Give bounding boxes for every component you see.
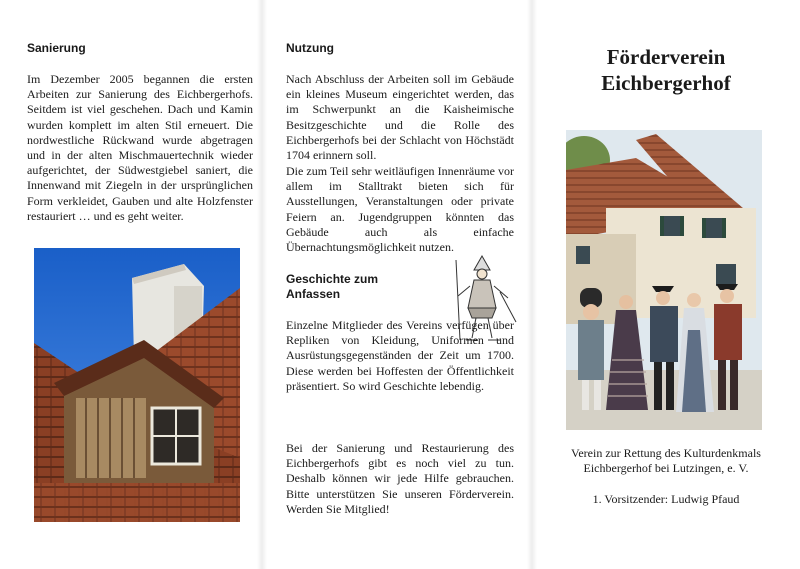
- heading-geschichte: [286, 272, 396, 302]
- right-panel: [532, 0, 800, 569]
- nutzung-text-1: Nach Abschluss der Arbeiten soll im Gebäude ein kleines Museum eingerichtet werden, das im Schwerpunkt an die Kaisheimische Besitzgeschichte und die Rolle des Eichbergerhofs bei der Schlacht von Höchstädt 1704 erinnern soll.: [286, 72, 514, 163]
- heading-sanierung: Sanierung: [27, 41, 86, 55]
- caption-line-1: Verein zur Rettung des Kulturdenkmals: [571, 446, 761, 460]
- caption-line-2: Eichbergerhof bei Lutzingen, e. V.: [583, 461, 749, 475]
- sanierung-text: Im Dezember 2005 begannen die ersten Arbeiten zur Sanierung des Eichbergerhofs. Seitdem ist viel geschehen. Dach und Kamin wurden komplett im alten Stil erneuert. Die nordwestliche Rückwand wurde abgetragen und in der alten Mischmauertechnik wieder aufgerichtet, der Südwestgiebel saniert, die Innenwand mit Ziegeln in der ursprünglichen Form verkleidet, Gauben und alte Holzfenster restauriert … und es geht weiter.: [27, 72, 253, 223]
- title-line-1: Förderverein: [606, 45, 726, 69]
- association-caption: [540, 446, 792, 476]
- eichbergerhof-photo: [566, 130, 762, 430]
- left-panel: [0, 0, 262, 569]
- appeal-text: Bei der Sanierung und Restaurierung des Eichbergerhofs gibt es noch viel zu tun. Deshalb können wir jede Hilfe gebrauchen. Bitte unterstützen Sie unseren Förderverein. Werden Sie Mitglied!: [286, 441, 514, 516]
- main-title: [532, 44, 800, 96]
- roof-photo: [34, 248, 240, 522]
- heading-geschichte-text: Geschichte zum Anfassen: [286, 272, 379, 301]
- title-line-2: Eichbergerhof: [601, 71, 731, 95]
- geschichte-text: Einzelne Mitglieder des Vereins verfügen über Repliken von Kleidung, Uniformen und Ausrüstungsgegenständen der Zeit um 1700. Diese werden bei Hoffesten der Öffentlichkeit präsentiert. So wird Geschichte lebendig.: [286, 318, 514, 393]
- nutzung-text-2: Die zum Teil sehr weitläufigen Innenräume vor allem im Stalltrakt bieten sich für Ausstellungen, Veranstaltungen oder private Feiern an. Jugendgruppen könnten das Gebäude auch als einfache Übernachtungsmöglichkeit nutzen.: [286, 164, 514, 255]
- costumed-group-image: [566, 130, 762, 430]
- chairman-line: 1. Vorsitzender: Ludwig Pfaud: [592, 492, 740, 506]
- middle-panel: [262, 0, 532, 569]
- heading-nutzung: Nutzung: [286, 41, 334, 55]
- roof-dormer-image: [34, 248, 240, 522]
